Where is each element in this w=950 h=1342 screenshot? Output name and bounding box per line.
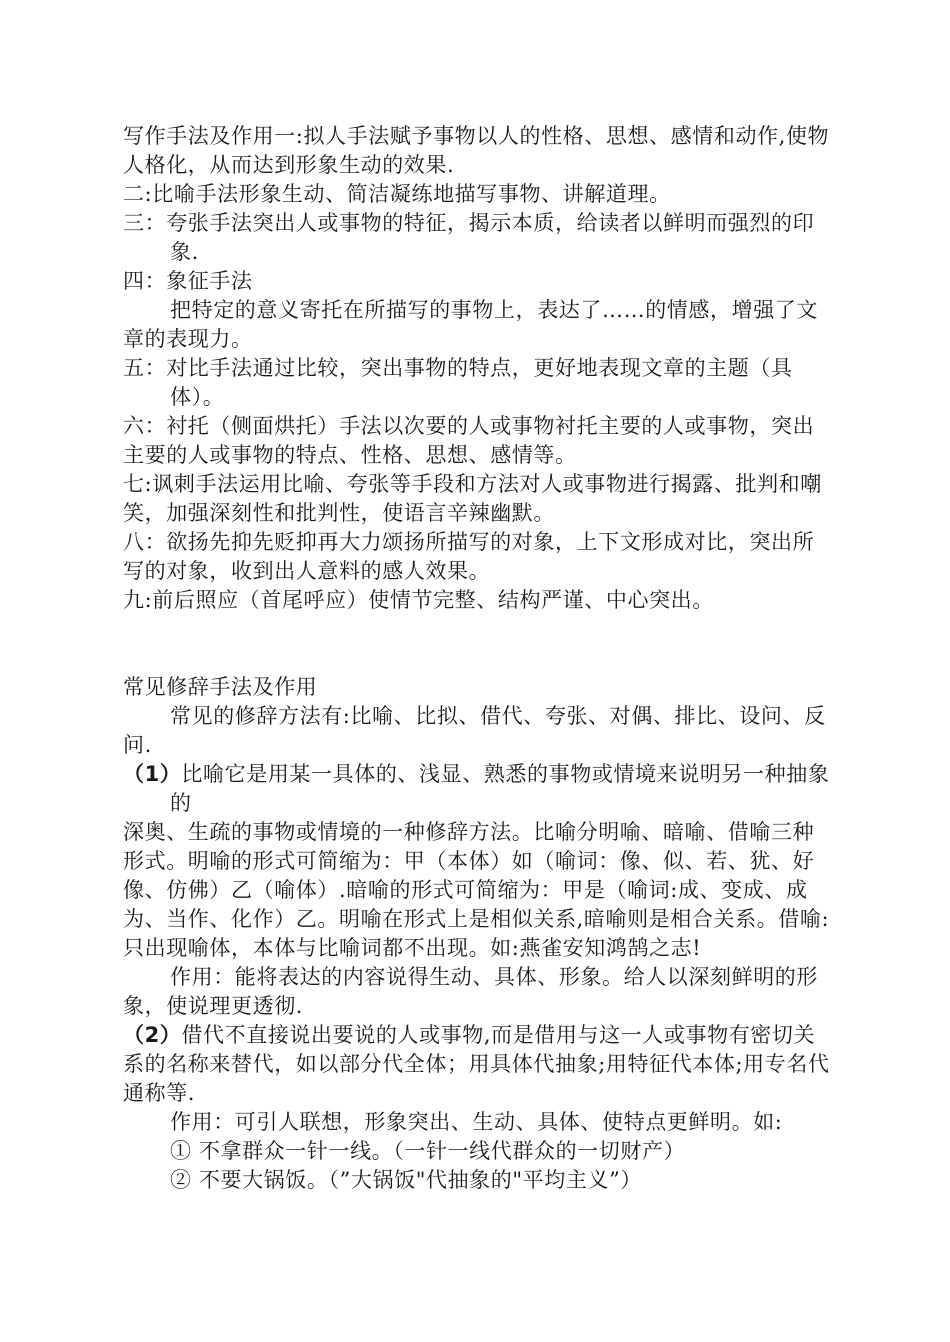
paragraph-foil: 六：衬托（侧面烘托）手法以次要的人或事物衬托主要的人或事物，突出主要的人或事物的特点、性格、思想、感情等。 xyxy=(123,414,815,467)
item1-body: 深奥、生疏的事物或情境的一种修辞方法。比喻分明喻、暗喻、借喻三种形式。明喻的形式可简缩为：甲（本体）如（喻词：像、似、若、犹、好像、仿佛）乙（喻体）.暗喻的形式可简缩为：甲是（喻词:成、变成、成为、当作、化作）乙。明喻在形式上是相似关系,暗喻则是相合关系。借喻:只出现喻体，本体与比喻词都不出现。如:燕雀安知鸿鹄之志! xyxy=(123,820,830,960)
example-2: ② 不要大锅饭。（”大锅饭"代抽象的"平均主义”） xyxy=(170,1168,642,1192)
item1-number: （1） xyxy=(123,762,182,786)
paragraph-symbolism-heading: 四：象征手法 xyxy=(123,269,253,293)
section-gap xyxy=(123,615,835,673)
example-1: ① 不拿群众一针一线。（一针一线代群众的一切财产） xyxy=(170,1139,686,1163)
paragraph-personification: 写作手法及作用一:拟人手法赋予事物以人的性格、思想、感情和动作,使物人格化，从而达到形象生动的效果. xyxy=(123,124,830,177)
item2-number: （2） xyxy=(123,1023,182,1047)
paragraph-contrast: 五：对比手法通过比较，突出事物的特点，更好地表现文章的主题（具体）。 xyxy=(123,356,793,409)
paragraph-echo: 九:前后照应（首尾呼应）使情节完整、结构严谨、中心突出。 xyxy=(123,588,714,612)
paragraph-hyperbole: 三：夸张手法突出人或事物的特征，揭示本质，给读者以鲜明而强烈的印象. xyxy=(123,211,815,264)
paragraph-satire: 七:讽刺手法运用比喻、夸张等手段和方法对人或事物进行揭露、批判和嘲笑，加强深刻性和批判性，使语言辛辣幽默。 xyxy=(123,472,822,525)
paragraph-metaphor: 二:比喻手法形象生动、简洁凝练地描写事物、讲解道理。 xyxy=(123,182,671,206)
document-body xyxy=(123,122,835,1195)
item1-heading-text: 比喻它是用某一具体的、浅显、熟悉的事物或情境来说明另一种抽象的 xyxy=(170,762,830,815)
rhetoric-intro: 常见的修辞方法有:比喻、比拟、借代、夸张、对偶、排比、设问、反问. xyxy=(123,704,826,757)
item1-effect: 作用：能将表达的内容说得生动、具体、形象。给人以深刻鲜明的形象，使说理更透彻. xyxy=(123,965,818,1018)
item2-body: 借代不直接说出要说的人或事物,而是借用与这一人或事物有密切关系的名称来替代，如以部分代全体；用具体代抽象;用特征代本体;用专名代通称等. xyxy=(123,1023,830,1105)
item2-effect: 作用：可引人联想，形象突出、生动、具体、使特点更鲜明。如: xyxy=(170,1110,783,1134)
section-title-rhetoric: 常见修辞手法及作用 xyxy=(123,675,318,699)
paragraph-suppress-then-praise: 八：欲扬先抑先贬抑再大力颂扬所描写的对象，上下文形成对比，突出所写的对象，收到出人意料的感人效果。 xyxy=(123,530,815,583)
item2-paragraph xyxy=(123,1021,835,1108)
paragraph-symbolism-body: 把特定的意义寄托在所描写的事物上，表达了……的情感，增强了文章的表现力。 xyxy=(123,298,818,351)
item1-heading xyxy=(123,760,835,818)
